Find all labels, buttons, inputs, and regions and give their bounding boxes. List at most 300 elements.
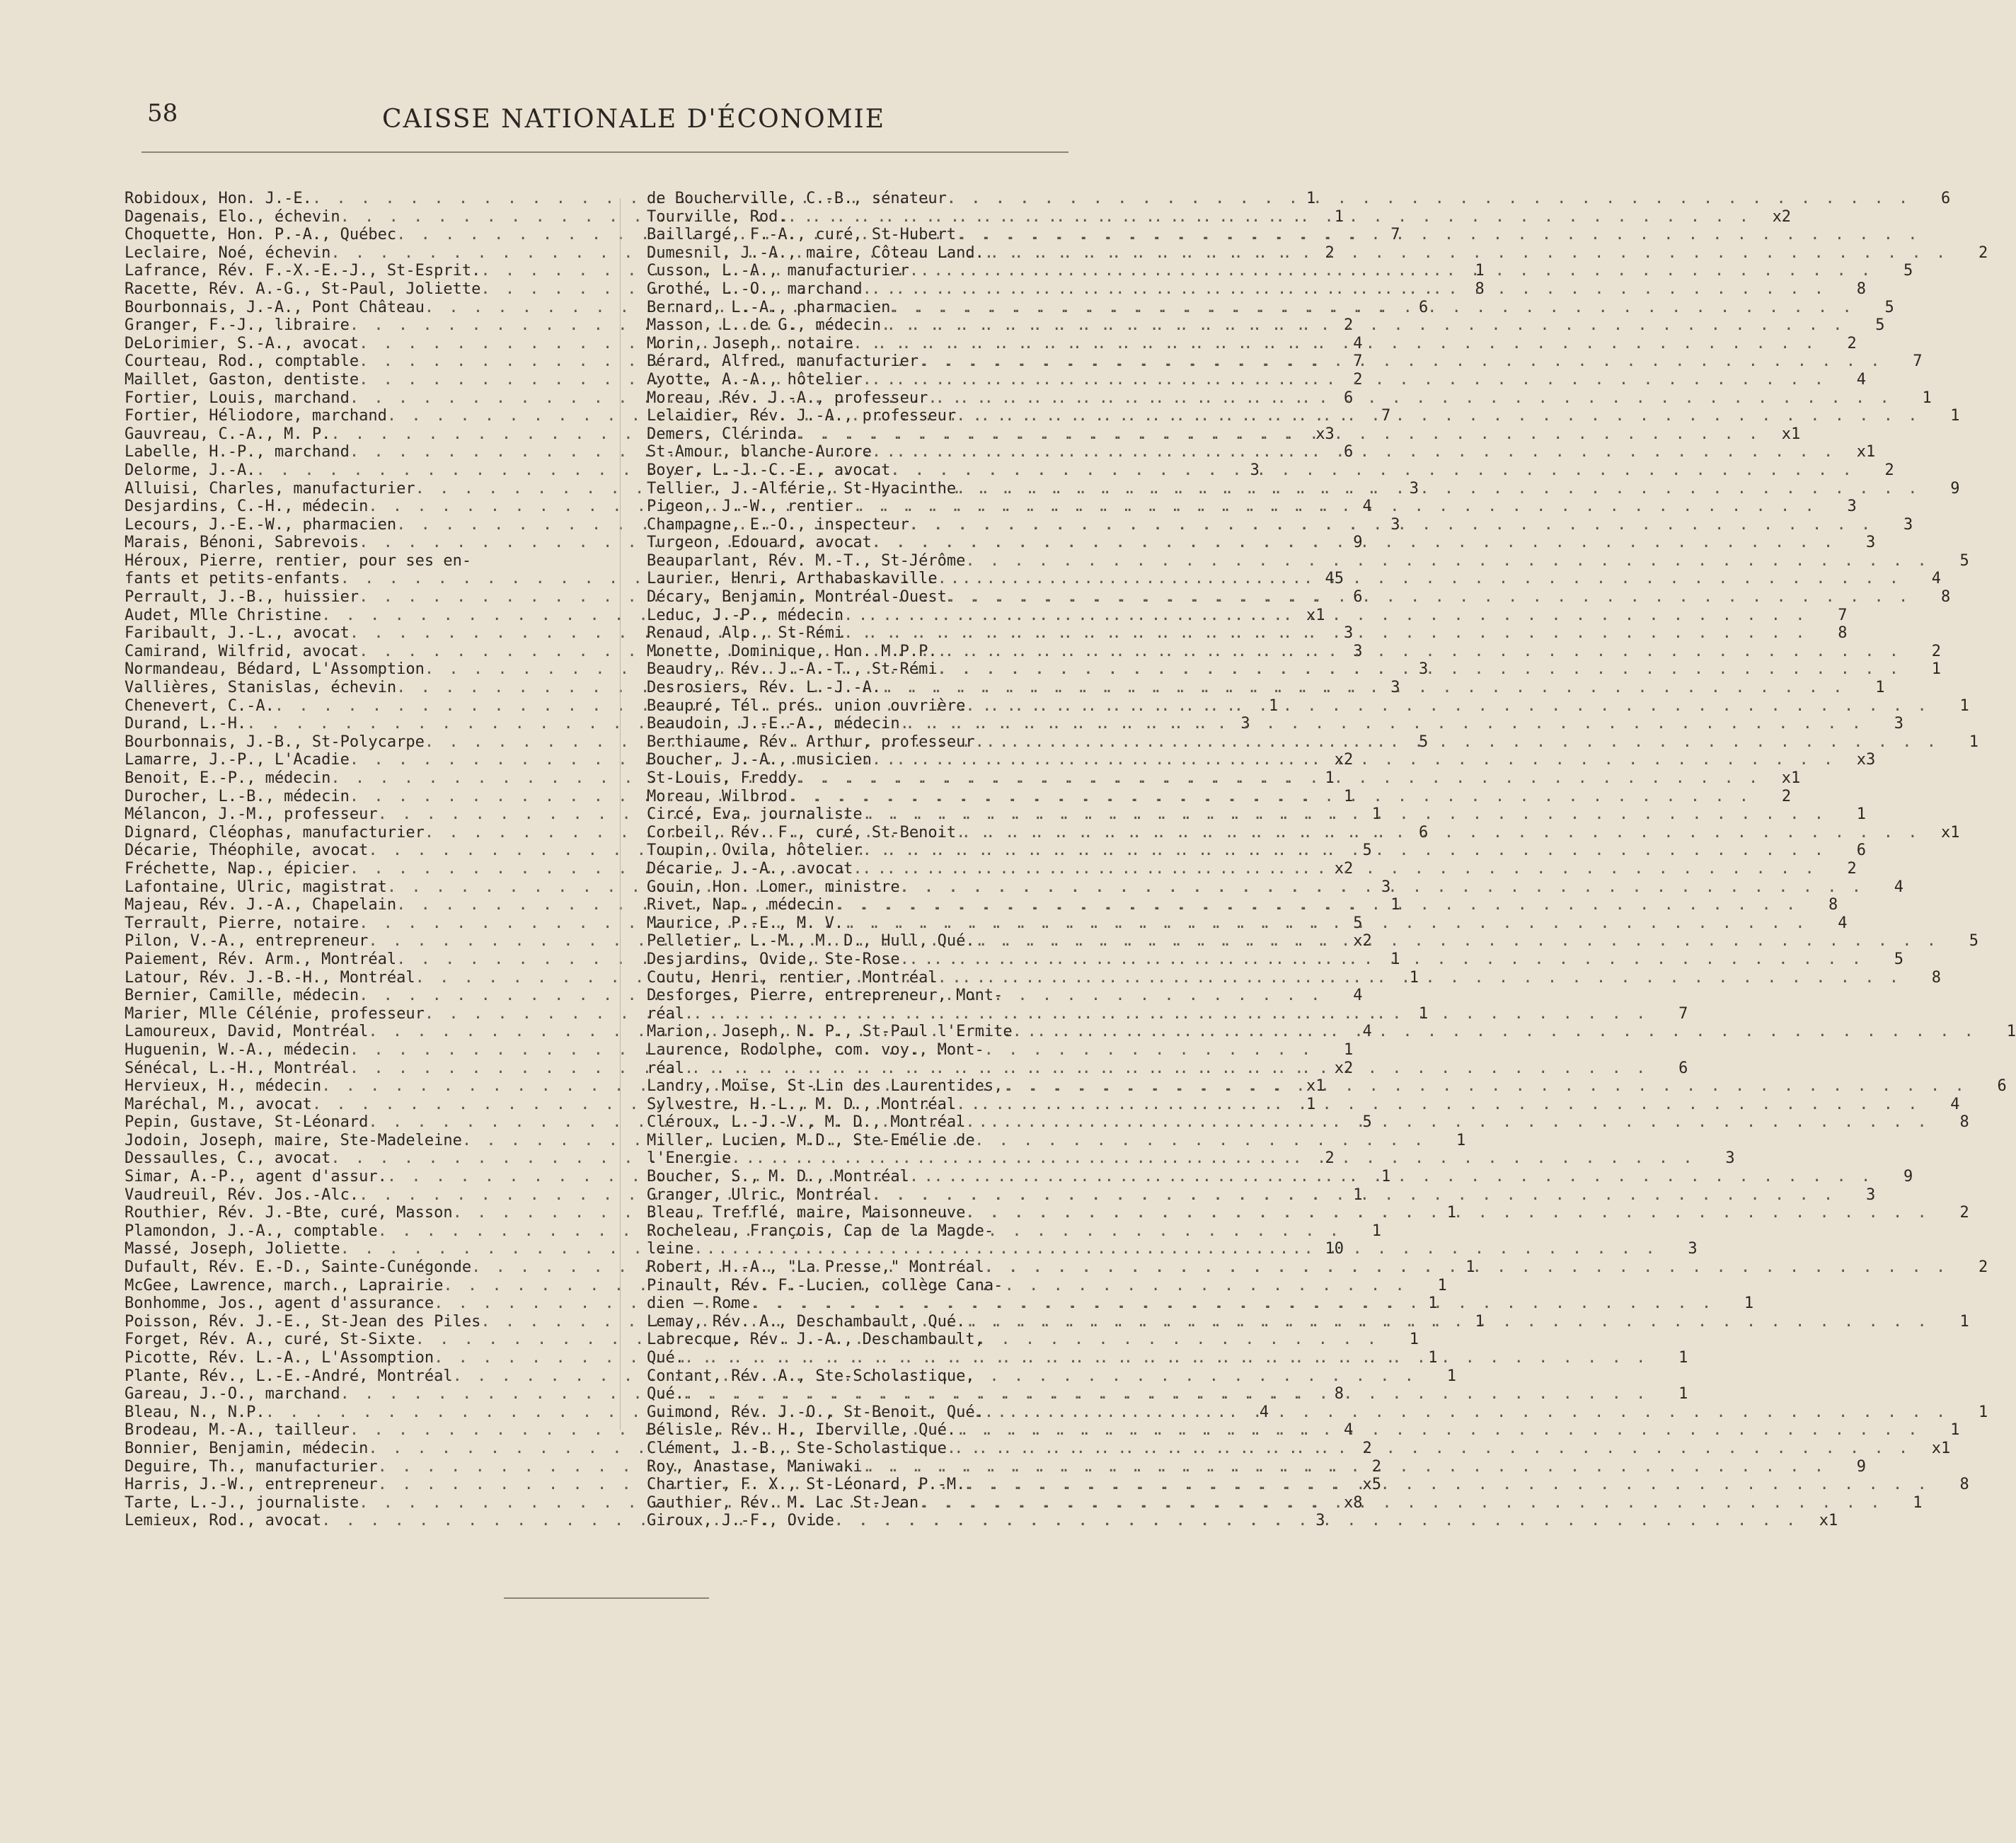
list-item	[647, 624, 1848, 643]
page-number: 58	[147, 99, 178, 127]
entry-count: 3	[1381, 878, 1391, 896]
entry-name: Marais, Bénoni, Sabrevois	[125, 534, 359, 552]
entry-name: Clément, J.-B., Ste-Scholastique	[647, 1439, 947, 1457]
entry-count: 1	[1446, 1367, 1456, 1385]
list-item	[647, 1421, 1960, 1440]
entry-name: Renaud, Alp., St-Rémi	[647, 624, 844, 643]
entry-count: 1	[1409, 968, 1419, 987]
dot-leader	[900, 878, 1864, 897]
entry-name: Tarte, L.-J., journaliste	[125, 1493, 359, 1512]
entry-count: x3	[1315, 425, 1335, 443]
entry-name: Giroux, J.-F., Ovide	[647, 1512, 834, 1530]
dot-leader	[975, 733, 1939, 752]
dot-leader	[843, 624, 1807, 643]
entry-count: 2	[1325, 243, 1335, 262]
entry-count: 7	[1913, 352, 1923, 371]
entry-name: Labrecque, Rév. J.-A., Deschambault,	[647, 1331, 984, 1349]
entry-name: Racette, Rév. A.-G., St-Paul, Joliette	[125, 280, 481, 298]
entry-count: 3	[1250, 461, 1260, 479]
entry-count: 1	[1678, 1385, 1688, 1403]
list-item	[647, 207, 1792, 226]
entry-name: Labelle, H.-P., marchand	[125, 443, 350, 461]
dot-leader	[918, 352, 1882, 371]
entry-name: Poisson, Rév. J.-E., St-Jean des Piles	[125, 1312, 481, 1331]
entry-name: Moreau, Wilbrod	[647, 787, 788, 805]
entry-name: Mélancon, J.-M., professeur	[125, 805, 378, 824]
entry-count: 9	[1903, 1168, 1913, 1186]
entry-count: 1	[1325, 769, 1335, 787]
entry-name: Bleau, N., N.P.	[125, 1403, 265, 1421]
list-item	[647, 1385, 1688, 1403]
list-item	[647, 842, 1867, 860]
dot-leader	[956, 480, 1920, 498]
list-item	[647, 823, 1960, 842]
dot-leader	[909, 262, 1873, 280]
entry-name: Miller, Lucien, M.D., Ste-Emélie de	[647, 1131, 975, 1149]
list-item	[647, 280, 1867, 299]
entry-name: Rivet, Nap., médecin	[647, 896, 834, 914]
entry-name: Masson, L. de G., médecin	[647, 316, 882, 335]
entry-count: 3	[1240, 715, 1250, 733]
dot-leader	[863, 280, 1826, 299]
entry-name: Gauvreau, C.-A., M. P.	[125, 425, 331, 443]
entry-count: x2	[1353, 932, 1372, 951]
page-title: CAISSE NATIONALE D'ÉCONOMIE	[382, 105, 886, 134]
entry-name: Pepin, Gustave, St-Léonard	[125, 1113, 369, 1132]
list-item	[647, 1132, 1107, 1150]
dot-leader	[984, 244, 1948, 263]
entry-count: 3	[1409, 479, 1419, 498]
entry-name: Simar, A.-P., agent d'assur.	[125, 1168, 387, 1186]
entry-name: Lelaidier, Rév. J.-A., professeur	[647, 407, 957, 425]
list-item	[647, 896, 1838, 914]
dot-leader	[947, 588, 1911, 607]
entry-name: Turgeon, Edouard, avocat	[647, 534, 872, 552]
entry-count: 5	[1362, 1113, 1372, 1132]
entry-count: 7	[1353, 352, 1363, 371]
dot-leader	[693, 1240, 1657, 1258]
entry-count: 1	[1269, 696, 1279, 715]
list-item	[647, 878, 1903, 897]
entry-name: Roy, Anastase, Maniwaki	[647, 1457, 863, 1476]
entry-count: 2	[1847, 859, 1857, 878]
dot-leader	[965, 1476, 1929, 1494]
entry-name: Forget, Rév. A., curé, St-Sixte	[125, 1331, 415, 1349]
entry-count: 8	[1959, 1113, 1969, 1132]
entry-count: 3	[1390, 515, 1400, 534]
entry-name: Gouin, Hon. Lomer, ministre	[647, 878, 900, 896]
entry-name: Delorme, J.-A.	[125, 461, 256, 479]
entry-count: 4	[1838, 914, 1848, 932]
entry-count: 1	[1381, 1168, 1391, 1186]
entry-count: 1	[1931, 660, 1941, 679]
entry-count: 2	[1884, 461, 1894, 479]
entry-name: Rocheleau, François, Cap de la Magde-	[647, 1222, 994, 1240]
list-item	[647, 642, 1941, 661]
entry-count: x1	[1856, 443, 1876, 461]
entry-name: réal	[647, 1004, 684, 1023]
entry-count: 1	[1950, 407, 1960, 425]
column-divider	[620, 198, 621, 1430]
entry-name: Contant, Rév. A., Ste-Scholastique,	[647, 1367, 975, 1385]
dot-leader	[938, 660, 1901, 679]
list-item	[125, 552, 577, 570]
entry-count: 7	[1381, 407, 1391, 425]
entry-count: 8	[1838, 624, 1848, 643]
entry-count: 9	[1950, 479, 1960, 498]
entry-name: Robert, H.-A., "La Presse," Montréal	[647, 1258, 984, 1277]
entry-count: 1	[1428, 1294, 1438, 1313]
entry-count: 7	[1838, 606, 1848, 624]
entry-name: Normandeau, Bédard, L'Assomption	[125, 660, 425, 679]
dot-leader	[965, 1113, 1929, 1132]
entry-name: Robidoux, Hon. J.-E.	[125, 190, 312, 207]
entry-name: Alluisi, Charles, manufacturier	[125, 479, 415, 498]
entry-name: Brodeau, M.-A., tailleur	[125, 1421, 350, 1440]
entry-count: 1	[1353, 1185, 1363, 1204]
entry-count: 5	[1959, 551, 1969, 570]
entry-count: 6	[1418, 298, 1429, 316]
dot-leader	[909, 516, 1873, 534]
list-item	[125, 1059, 1354, 1078]
entry-name: Sylvestre, H.-L., M. D., Montréal	[647, 1095, 957, 1113]
entry-name: Leclaire, Noé, échevin	[125, 243, 331, 262]
entry-name: dien — Rome	[647, 1294, 750, 1313]
entry-count: x1	[1931, 1439, 1951, 1457]
entry-name: Plante, Rév., L.-E.-André, Montréal	[125, 1367, 453, 1385]
entry-count: 5	[1884, 298, 1894, 316]
entry-count: 2	[1325, 1149, 1335, 1168]
entry-count: 1	[1344, 1040, 1354, 1059]
dot-leader	[938, 643, 1901, 661]
entry-name: Monette, Dominique, Hon. M.P.P.	[647, 642, 938, 660]
dot-leader	[890, 461, 1854, 480]
list-item	[647, 534, 1876, 552]
entry-name: Maréchal, M., avocat	[125, 1095, 312, 1113]
list-item	[647, 696, 1969, 716]
entry-count: 4	[1353, 334, 1363, 352]
entry-name: Routhier, Rév. J.-Bte, curé, Masson	[125, 1204, 453, 1222]
entry-name: Boucher, S., M. D., Montréal	[647, 1168, 909, 1186]
dot-leader	[853, 860, 1816, 878]
entry-count: 3	[1353, 642, 1363, 660]
dot-leader	[1003, 1077, 1966, 1096]
entry-count: 6	[1678, 1059, 1688, 1077]
entry-name: Tourville, Rod.	[647, 207, 788, 226]
dot-leader	[872, 443, 1836, 461]
dot-leader	[1013, 1023, 1976, 1041]
list-item	[647, 1403, 1988, 1422]
list-item	[647, 968, 1941, 987]
list-item	[647, 1258, 1988, 1277]
entry-name: Lemieux, Rod., avocat	[125, 1512, 322, 1530]
entry-name: Plamondon, J.-A., comptable	[125, 1222, 378, 1240]
footer-rule	[504, 1597, 709, 1599]
entry-count: x2	[1334, 1059, 1354, 1077]
entry-name: Dessaulles, C., avocat	[125, 1149, 331, 1168]
entry-count: 4	[1362, 1023, 1372, 1041]
list-item	[647, 679, 1885, 697]
list-item	[647, 316, 1885, 335]
list-item	[647, 805, 1867, 824]
dot-leader	[965, 697, 1929, 716]
entry-count: 3	[1344, 624, 1354, 643]
entry-name: Lemay, Rév. A., Deschambault, Qué.	[647, 1312, 966, 1331]
entry-name: Laurence, Rodolphe, com. voy., Mont-	[647, 1040, 984, 1059]
entry-name: Qué.	[647, 1385, 684, 1403]
entry-count: 1	[1428, 1349, 1438, 1367]
entry-count: 4	[1894, 878, 1903, 896]
entry-count: 7	[1390, 226, 1400, 244]
entry-count: x1	[1781, 425, 1801, 443]
entry-name: Harris, J.-W., entrepreneur	[125, 1476, 378, 1494]
dot-leader	[843, 607, 1807, 625]
entry-name: Courteau, Rod., comptable	[125, 352, 359, 371]
entry-count: 8	[1931, 968, 1941, 987]
dot-leader	[965, 1204, 1929, 1222]
entry-name: Faribault, J.-L., avocat	[125, 624, 350, 643]
list-item	[647, 352, 1923, 371]
list-item	[647, 1204, 1969, 1222]
entry-name: Deguire, Th., manufacturier	[125, 1457, 378, 1476]
entry-name: Maurice, P.-E., M. V.	[647, 914, 844, 932]
entry-count: x1	[1306, 1077, 1325, 1096]
entry-name: Qué.	[647, 1349, 684, 1367]
entry-count: 1	[2006, 1023, 2016, 1041]
entry-count: 1	[1344, 787, 1354, 805]
entry-name: Hervieux, H., médecin	[125, 1077, 322, 1096]
entry-name: Bourbonnais, J.-B., St-Polycarpe	[125, 733, 425, 751]
dot-leader	[863, 371, 1826, 389]
dot-leader	[684, 1060, 1648, 1078]
entry-name: Cléroux, L.-J.-V., M. D., Montréal	[647, 1113, 966, 1132]
entry-count: 9	[1856, 1457, 1867, 1476]
entry-count: x1	[1819, 1512, 1838, 1530]
entry-count: x1	[1940, 823, 1960, 842]
list-item	[647, 407, 1960, 425]
dot-leader	[900, 951, 1864, 969]
entry-count: 1	[1334, 207, 1344, 226]
list-item	[647, 950, 1903, 969]
dot-leader	[881, 679, 1845, 697]
list-item	[647, 660, 1941, 679]
entry-count: 10	[1325, 1240, 1344, 1258]
entry-count: 2	[1344, 316, 1354, 335]
entry-name: Vaudreuil, Rév. Jos.-Alc.	[125, 1185, 359, 1204]
entry-count: 2	[1362, 1439, 1372, 1457]
entry-count: 1	[1418, 1004, 1429, 1023]
entry-count: 1	[1371, 1222, 1381, 1240]
entry-name: Morin, Joseph, notaire	[647, 334, 853, 352]
entry-name: Marier, Mlle Célénie, professeur	[125, 1004, 425, 1023]
list-item	[647, 987, 1107, 1005]
entry-count: 6	[1418, 823, 1429, 842]
entry-name: Maillet, Gaston, dentiste	[125, 370, 359, 389]
list-item	[647, 1168, 1913, 1186]
entry-count: 4	[1362, 498, 1372, 516]
entry-name: Desrosiers, Rév. L.-J.-A.	[647, 679, 882, 697]
entry-name: Choquette, Hon. P.-A., Québec	[125, 226, 397, 244]
entry-count: 5	[1903, 262, 1913, 280]
dot-leader	[863, 1458, 1826, 1476]
entry-name: Guimond, Rév. J.-O., St-Benoit, Qué.	[647, 1403, 984, 1421]
entry-count: 5	[1894, 950, 1903, 968]
entry-name: Grothé, L.-O., marchand	[647, 280, 863, 298]
list-item	[647, 1277, 1107, 1295]
entry-count: 1	[1969, 733, 1978, 751]
dot-leader	[947, 190, 1911, 208]
entry-count: 1	[1856, 805, 1867, 824]
entry-name: Beaupré, Tél. prés. union ouvrière	[647, 696, 966, 715]
entry-count: 2	[1371, 1457, 1381, 1476]
dot-leader	[872, 751, 1836, 769]
entry-name: Boyer, L.-J.-C.-E., avocat	[647, 461, 891, 479]
list-item	[647, 389, 1932, 408]
entry-count: 3	[1315, 1512, 1325, 1530]
dot-leader	[900, 715, 1864, 733]
entry-name: Pinault, Rév. F.-Lucien, collège Cana-	[647, 1276, 1003, 1294]
entry-name: Chenevert, C.-A.	[125, 696, 275, 715]
dot-leader	[843, 914, 1807, 933]
entry-name: Lamoureux, David, Montréal	[125, 1023, 369, 1041]
entry-name: Demers, Clérinda	[647, 425, 797, 443]
list-item	[647, 370, 1867, 389]
dot-leader	[975, 932, 1939, 951]
entry-count: 1	[1922, 389, 1932, 407]
list-item	[647, 1349, 1688, 1367]
list-item	[647, 1439, 1951, 1458]
entry-count: 1	[1306, 1095, 1316, 1113]
list-item	[647, 1367, 1107, 1386]
dot-leader	[684, 1349, 1648, 1367]
entry-count: 3	[1418, 660, 1429, 679]
list-item	[647, 1331, 1107, 1349]
dot-leader	[834, 896, 1798, 914]
entry-name: Bonnier, Benjamin, médecin	[125, 1439, 369, 1457]
entry-count: x2	[1334, 751, 1354, 769]
entry-name: réal	[647, 1059, 684, 1077]
entry-name: Bernier, Camille, médecin	[125, 987, 359, 1005]
entry-name: Fréchette, Nap., épicier	[125, 859, 350, 878]
entry-name: Durand, L.-H.	[125, 715, 247, 733]
dot-leader	[797, 425, 1761, 444]
list-item	[647, 334, 1857, 353]
list-item	[647, 769, 1801, 788]
dot-leader	[928, 389, 1891, 408]
entry-name: Baillargé, F.-A., curé, St-Hubert	[647, 226, 957, 244]
entry-count: 8	[1856, 280, 1867, 298]
entry-name: Desjardins, Ovide, Ste-Rose	[647, 950, 900, 968]
entry-name: Dagenais, Elo., échevin	[125, 207, 340, 226]
list-item	[647, 515, 1913, 534]
entry-count: 3	[1866, 1185, 1876, 1204]
entry-name: Bonhomme, Jos., agent d'assurance	[125, 1294, 434, 1313]
entry-name: leine	[647, 1240, 694, 1258]
entry-count: x1	[1781, 769, 1801, 787]
entry-name: Jodoin, Joseph, maire, Ste-Madeleine	[125, 1131, 462, 1149]
entry-name: Corbeil, Rév. F., curé, St-Benoit	[647, 823, 957, 842]
entry-count: 2	[1353, 370, 1363, 389]
entry-count: x2	[1772, 207, 1792, 226]
entry-count: 2	[1847, 334, 1857, 352]
dot-leader	[956, 824, 1920, 842]
dot-leader	[684, 1005, 1648, 1023]
entry-count: 1	[1371, 805, 1381, 824]
entry-name: Tellier, J.-Alférie, St-Hyacinthe	[647, 479, 957, 498]
entry-name: Pelletier, L.-M., M. D., Hull, Qué.	[647, 932, 975, 951]
dot-leader	[947, 1440, 1911, 1458]
entry-name: Champagne, E.-O., inspecteur	[647, 515, 909, 534]
entry-name: Lecours, J.-E.-W., pharmacien	[125, 515, 397, 534]
list-item	[647, 226, 1107, 244]
entry-count: 45	[1325, 570, 1344, 588]
dot-leader	[956, 1421, 1920, 1440]
dot-leader	[853, 335, 1816, 353]
list-item	[647, 498, 1857, 516]
entry-count: 1	[1959, 696, 1969, 715]
dot-leader	[750, 1294, 1714, 1313]
entry-count: 3	[1725, 1149, 1735, 1168]
entry-name: Durocher, L.-B., médecin	[125, 787, 350, 805]
entry-count: 2	[1978, 243, 1988, 262]
entry-count: 8	[1334, 1385, 1344, 1403]
entry-count: 8	[1475, 280, 1485, 298]
entry-count: 3	[1390, 679, 1400, 697]
list-item	[647, 1023, 2016, 1041]
entry-name: Pigeon, J.-W., rentier	[647, 498, 853, 516]
entry-count: 9	[1353, 534, 1363, 552]
entry-count: 8	[1828, 896, 1838, 914]
list-item	[647, 1113, 1969, 1132]
entry-name: Pilon, V.-A., entrepreneur	[125, 932, 369, 951]
entry-count: 1	[1950, 1421, 1960, 1440]
list-item	[647, 1294, 1754, 1313]
entry-count: 5	[1875, 316, 1885, 335]
entry-count: 4	[1856, 370, 1867, 389]
entry-name: Berthiaume, Rév. Arthur, professeur	[647, 733, 975, 751]
entry-name: Latour, Rév. J.-B.-H., Montréal	[125, 968, 415, 987]
entry-name: Vallières, Stanislas, échevin	[125, 679, 397, 697]
entry-count: 1	[1465, 1258, 1475, 1277]
entry-count: 5	[1418, 733, 1429, 751]
entry-count: 2	[1781, 787, 1792, 805]
dot-leader	[834, 1512, 1798, 1530]
dot-leader	[956, 226, 1920, 244]
entry-count: 2	[1931, 642, 1941, 660]
dot-leader	[918, 1494, 1882, 1512]
entry-name: Circé, Eva, journaliste	[647, 805, 863, 824]
entry-name: Camirand, Wilfrid, avocat	[125, 642, 359, 660]
entry-count: 1	[1456, 1131, 1466, 1149]
entry-name: Sénécal, L.-H., Montréal	[125, 1059, 350, 1077]
list-item	[647, 787, 1792, 806]
dot-leader	[684, 1385, 1648, 1403]
entry-count: 4	[1344, 1421, 1354, 1440]
dot-leader	[956, 407, 1920, 425]
entry-name: Lafrance, Rév. F.-X.-E.-J., St-Esprit.	[125, 262, 481, 280]
dot-leader	[984, 1258, 1948, 1277]
list-item	[647, 190, 1951, 208]
entry-name: Chartier, F. X., St-Léonard, P.-M.	[647, 1476, 966, 1494]
entry-count: 2	[1959, 1204, 1969, 1222]
entry-name: Beauparlant, Rév. M.-T., St-Jérôme	[647, 551, 966, 570]
entry-count: 6	[1856, 842, 1867, 860]
entry-name: Paiement, Rév. Arm., Montréal	[125, 950, 397, 968]
entry-count: 6	[1940, 190, 1951, 207]
dot-leader	[984, 1403, 1948, 1422]
entry-name: Laurier, Henri, Arthabaskaville	[647, 570, 938, 588]
entry-name: fants et petits-enfants	[125, 570, 340, 588]
